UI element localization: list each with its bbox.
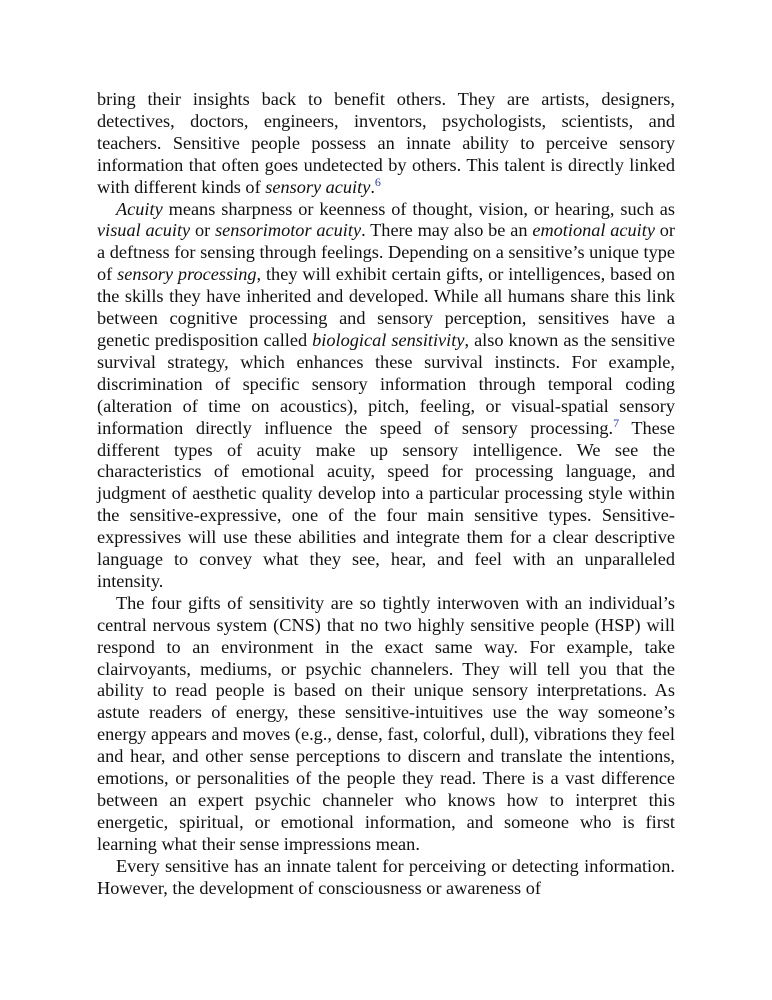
text-run: The four gifts of sensitivity are so tightly interwoven with an individual’s central nervous system (CNS) that no two highly sensitive people (HSP) will respond to an environment in the exact same way. For example, take clairvoyants, mediums, or psychic channelers. They will tell you that the ability to read people is based on their unique sensory interpretations. As astute readers of energy, these sensitive-intuitives use the way someone’s energy appears and moves (e.g., dense, fast, colorful, dull), vibrations they feel and hear, and other sense perceptions to discern and translate the intentions, emotions, or personalities of the people they read. There is a vast difference between an expert psychic channeler who knows how to interpret this energetic, spiritual, or emotional information, and someone who is first learning what their sense impressions mean. <box>97 592 675 854</box>
text-run: bring their insights back to benefit others. They are artists, designers, detectives, doctors, engineers, inventors, psychologists, scientists, and teachers. Sensitive people possess an innate ability to perceive sensory information that often goes undetected by others. This talent is directly linked with different kinds of <box>97 89 675 197</box>
text-run: . There may also be an <box>361 220 533 241</box>
body-text <box>97 89 675 900</box>
footnote-reference[interactable]: 7 <box>613 415 620 430</box>
text-run: Every sensitive has an innate talent for perceiving or detecting information. However, the development of consciousness or awareness of <box>97 855 675 898</box>
italic-term: visual acuity <box>97 220 191 241</box>
text-run: or <box>190 220 216 241</box>
italic-term: sensory acuity <box>265 176 371 197</box>
text-run: These different types of acuity make up sensory intelligence. We see the characteristics of emotional acuity, speed for processing language, and judgment of aesthetic quality develop into a particular processing style within the sensitive-expressive, one of the four main sensitive types. Sensitive-expressives will use these abilities and integrate them for a clear descriptive language to convey what they see, hear, and feel with an unparalleled intensity. <box>97 417 675 591</box>
paragraph-3 <box>97 593 675 856</box>
italic-term: Acuity <box>116 198 163 219</box>
text-run: , also known as the sensitive survival strategy, which enhances these survival instincts. For example, discrimination of specific sensory information through temporal coding (alteration of time on acoustics), pitch, feeling, or visual-spatial sensory information directly influence the speed of sensory processing. <box>97 329 675 438</box>
text-run: means sharpness or keenness of thought, vision, or hearing, such as <box>162 198 675 219</box>
italic-term: sensorimotor acuity <box>215 220 362 241</box>
paragraph-2 <box>97 199 675 593</box>
italic-term: biological sensitivity <box>312 329 465 350</box>
italic-term: sensory processing <box>117 264 257 285</box>
text-run: or a deftness for sensing through feelings. Depending on a sensitive’s unique type of <box>97 220 676 285</box>
text-run: . <box>370 176 375 197</box>
italic-term: emotional acuity <box>532 220 655 241</box>
text-run: , they will exhibit certain gifts, or intelligences, based on the skills they have inherited and developed. While all humans share this link between cognitive processing and sensory perception, sensitives have a genetic predisposition called <box>97 264 675 350</box>
footnote-reference[interactable]: 6 <box>374 174 381 189</box>
paragraph-1 <box>97 89 675 199</box>
paragraph-4 <box>97 856 675 900</box>
